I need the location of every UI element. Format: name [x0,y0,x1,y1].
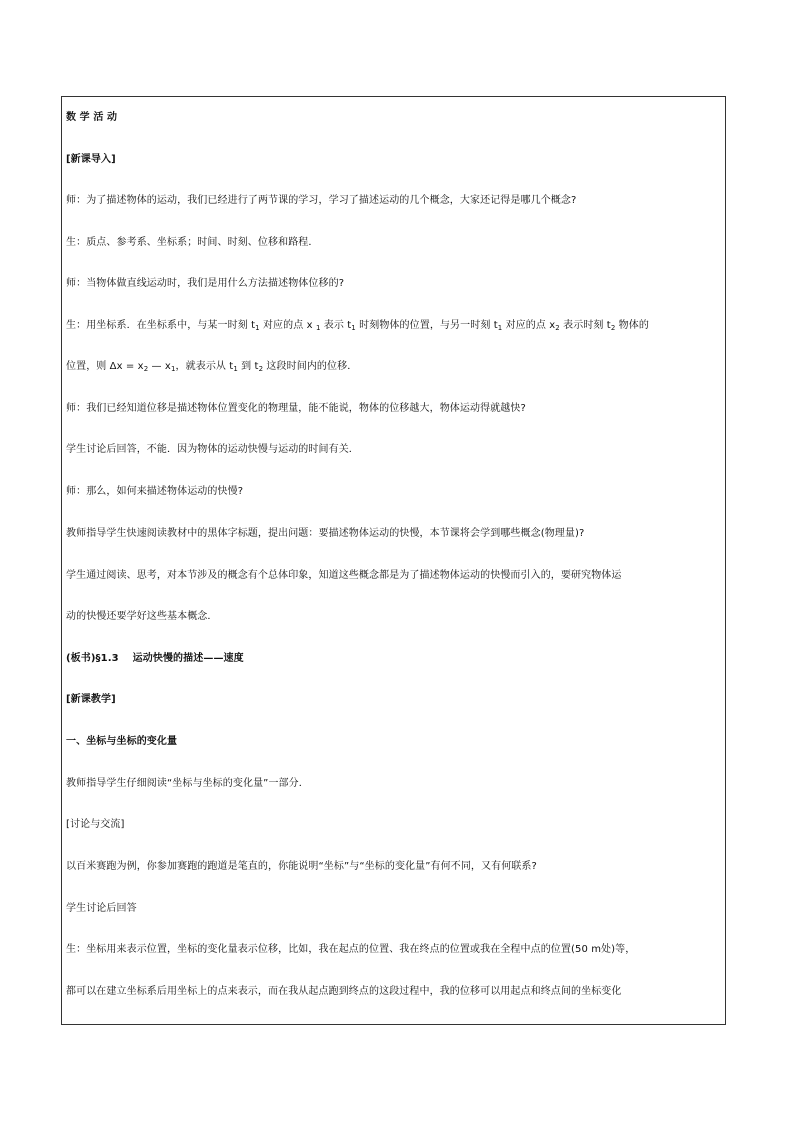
paragraph-10-line-2: 动的快慢还要学好这些基本概念． [66,611,218,622]
heading: 数 学 活 动 [66,112,118,123]
paragraph-9: 教师指导学生快速阅读教材中的黑体字标题，提出问题：要描述物体运动的快慢，本节课将会学到哪些概念(物理量)? [66,528,585,539]
paragraph-7: 学生讨论后回答，不能．因为物体的运动快慢与运动的时间有关． [66,444,359,455]
paragraph-11: 教师指导学生仔细阅读“坐标与坐标的变化量”一部分． [66,778,309,789]
paragraph-15: 都可以在建立坐标系后用坐标上的点来表示，而在我从起点跑到终点的这段过程中，我的位移可以用起点和终点间的坐标变化 [66,986,622,997]
board-heading: (板书)§1.3 运动快慢的描述——速度 [66,653,244,664]
paragraph-14: 生：坐标用来表示位置，坐标的变化量表示位移，比如，我在起点的位置、我在终点的位置或我在全程中点的位置(50 m处)等， [66,944,636,955]
paragraph-2: 生：质点、参考系、坐标系；时间、时刻、位移和路程． [66,237,319,248]
paragraph-10-line-1: 学生通过阅读、思考，对本节涉及的概念有个总体印象，知道这些概念都是为了描述物体运动的快慢而引入的，要研究物体运 [66,570,622,581]
paragraph-12: 以百米赛跑为例，你参加赛跑的跑道是笔直的，你能说明“坐标”与“坐标的变化量”有何不同，又有何联系? [66,861,537,872]
section-intro: [新课导入] [66,154,116,165]
subheading-1: 一、坐标与坐标的变化量 [66,736,178,747]
discussion-label: [讨论与交流] [66,819,125,830]
paragraph-13: 学生讨论后回答 [66,903,137,914]
paragraph-6: 师：我们已经知道位移是描述物体位置变化的物理量，能不能说，物体的位移越大，物体运动得就越快? [66,403,526,414]
paragraph-3: 师：当物体做直线运动时，我们是用什么方法描述物体位移的? [66,278,345,289]
paragraph-5: 位置，则 $\Delta x = x_2$ — $x_1$，就表示从 $t_1$ 到 $t_2$ 这段时间内的位移． [66,361,358,373]
paragraph-8: 师：那么，如何来描述物体运动的快慢? [66,486,244,497]
paragraph-4: 生：用坐标系．在坐标系中，与某一时刻 $t_1$ 对应的点 x $_1$ 表示 $t_1$ 时刻物体的位置，与另一时刻 $t_1$ 对应的点 $x_2$ 表示时刻 $t_2$ 物体的 [66,320,649,332]
paragraph-1: 师：为了描述物体的运动，我们已经进行了两节课的学习，学习了描述运动的几个概念，大家还记得是哪几个概念? [66,195,577,206]
section-new: [新课教学] [66,694,116,705]
